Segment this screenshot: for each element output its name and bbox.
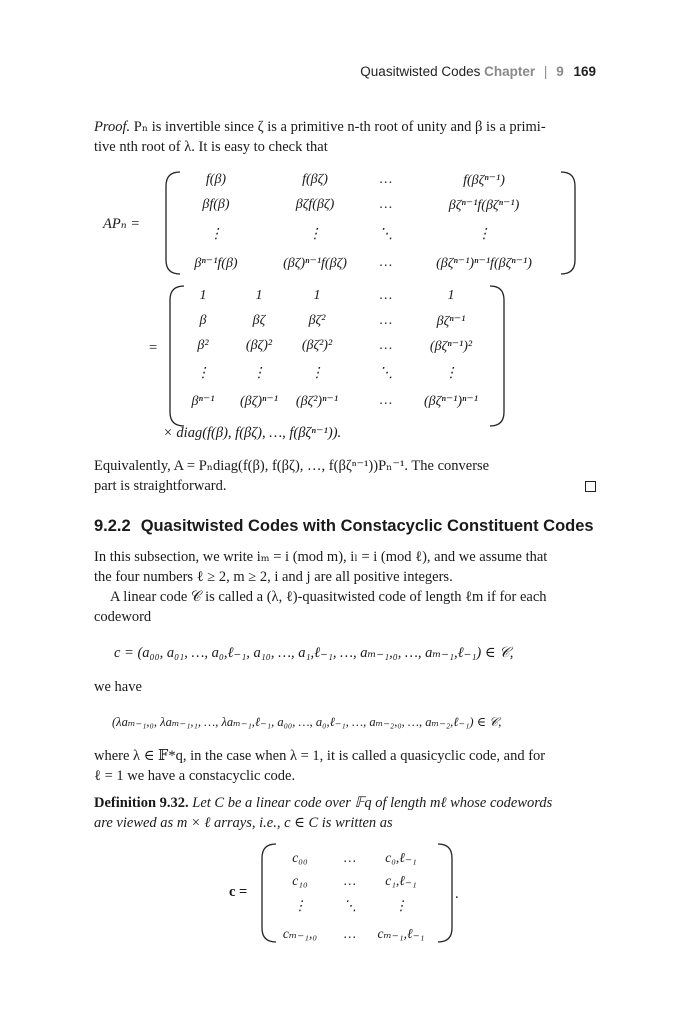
matrix2-cell: 1 [313,288,321,303]
matrix3-cell: ⋱ [343,898,357,913]
matrix3-cell: c₀₀ [292,850,308,865]
matrix2-cell: 1 [255,288,263,303]
codeword-equation: c = (a₀₀, a₀₁, …, a₀,ℓ₋₁, a₁₀, …, a₁,ℓ₋₁, …, aₘ₋₁,₀, …, aₘ₋₁,ℓ₋₁) ∈ 𝒞, [114,645,514,661]
matrix2-cell: βζ [252,313,266,328]
matrix1-cell: … [379,255,393,270]
matrix3-cell: c₀,ℓ₋₁ [385,850,417,865]
definition-text-line1: Let C be a linear code over 𝔽q of length mℓ whose codewords [192,795,553,811]
matrix2-cell: βⁿ⁻¹ [191,394,215,409]
matrix2-cell: (βζⁿ⁻¹)² [429,339,473,354]
matrix2-cell: (βζ²)ⁿ⁻¹ [295,394,339,409]
matrix3-cell: … [343,926,356,941]
matrix1-cell: f(βζⁿ⁻¹) [463,173,505,188]
header-chapter-label: Chapter [484,64,536,79]
matrix3-cell: … [343,873,356,888]
matrix2-cell: (βζ)ⁿ⁻¹ [240,394,278,409]
matrix2-cell: … [379,393,393,408]
shift-equation: (λaₘ₋₁,₀, λaₘ₋₁,₁, …, λaₘ₋₁,ℓ₋₁, a₀₀, …, a₀,ℓ₋₁, …, aₘ₋₂,₀, …, aₘ₋₂,ℓ₋₁) ∈ 𝒞, [112,715,502,729]
matrix2-cell: 1 [199,288,207,303]
matrix1-cell: f(βζ) [302,172,328,187]
proof-text-line2: tive nth root of λ. It is easy to check that [94,139,328,155]
matrix3-tail: . [455,886,459,902]
header-separator: | [543,64,548,79]
definition-text-line2: are viewed as m × ℓ arrays, i.e., c ∈ C is written as [94,815,393,831]
equivalently-line1: Equivalently, A = Pₙdiag(f(β), f(βζ), …, f(βζⁿ⁻¹))Pₙ⁻¹. The converse [94,458,490,474]
where-line2: ℓ = 1 we have a constacyclic code. [94,768,296,784]
matrix2-cell: … [379,338,393,353]
matrix2-cell: ⋮ [252,366,266,381]
matrix3-lhs: c = [229,884,248,900]
definition-label: Definition 9.32. [94,795,189,811]
matrix1-cell: ⋱ [379,227,393,242]
matrix3-cell: ⋮ [394,898,408,913]
intro-line1: In this subsection, we write iₘ = i (mod m), iₗ = i (mod ℓ), and we assume that [94,549,548,565]
matrix1-cell: f(β) [205,172,227,187]
section-title: Quasitwisted Codes with Constacyclic Constituent Codes [140,517,594,535]
matrix1-cell: ⋮ [308,227,322,242]
matrix2-lhs: = [149,340,158,356]
proof-label: Proof. [94,119,131,135]
matrix2-cell: ⋮ [196,366,210,381]
matrix2-cell: (βζⁿ⁻¹)ⁿ⁻¹ [424,394,478,409]
intro-line3: A linear code 𝒞 is called a (λ, ℓ)-quasitwisted code of length ℓm if for each [110,589,547,605]
matrix2-cell: (βζ²)² [301,338,333,353]
matrix1-cell: (βζ)ⁿ⁻¹f(βζ) [283,256,347,271]
matrix2-cell: β² [197,338,209,353]
matrix3-cell: cₘ₋₁,₀ [282,926,318,941]
intro-line2: the four numbers ℓ ≥ 2, m ≥ 2, i and j are all positive integers. [94,569,453,585]
intro-line4: codeword [94,609,152,625]
matrix1-cell: (βζⁿ⁻¹)ⁿ⁻¹f(βζⁿ⁻¹) [436,256,532,271]
matrix1-cell: βf(β) [202,197,230,212]
header-chapter-number: 9 [556,64,564,79]
matrix3-cell: ⋮ [293,898,307,913]
matrix1-cell: … [379,197,393,212]
matrix2-cell: β [199,313,207,328]
matrix3-cell: c₁₀ [292,873,308,888]
matrix1-cell: ⋮ [209,227,223,242]
section-number: 9.2.2 [94,517,131,535]
matrix1-cell: βζⁿ⁻¹f(βζⁿ⁻¹) [448,198,520,213]
page-number: 169 [573,64,596,79]
we-have-label: we have [94,679,142,695]
matrix2-cell: βζⁿ⁻¹ [436,314,466,329]
matrix2-cell: … [379,288,393,303]
matrix3-cell: cₘ₋₁,ℓ₋₁ [377,926,425,941]
proof-text-line1: Pₙ is invertible since ζ is a primitive n-th root of unity and β is a primi- [133,119,546,135]
matrix2-cell: ⋱ [379,366,393,381]
header-title: Quasitwisted Codes [360,64,481,79]
matrix2-cell: βζ² [308,313,326,328]
matrix3-cell: … [343,850,356,865]
equivalently-line2: part is straightforward. [94,478,227,494]
matrix2-cell: (βζ)² [245,338,273,353]
matrix2-cell: 1 [447,288,455,303]
where-line1: where λ ∈ 𝔽*q, in the case when λ = 1, it is called a quasicyclic code, and for [94,748,546,764]
matrix3-cell: c₁,ℓ₋₁ [385,873,417,888]
matrix1-cell: ⋮ [477,227,491,242]
matrix2-diag: × diag(f(β), f(βζ), …, f(βζⁿ⁻¹)). [163,425,342,441]
matrix2-cell: … [379,313,393,328]
matrix1-cell: … [379,172,393,187]
matrix2-cell: ⋮ [444,366,458,381]
matrix1-lhs: APₙ = [103,216,141,232]
matrix1-cell: βⁿ⁻¹f(β) [194,256,238,271]
matrix1-cell: βζf(βζ) [295,197,335,212]
matrix2-cell: ⋮ [310,366,324,381]
